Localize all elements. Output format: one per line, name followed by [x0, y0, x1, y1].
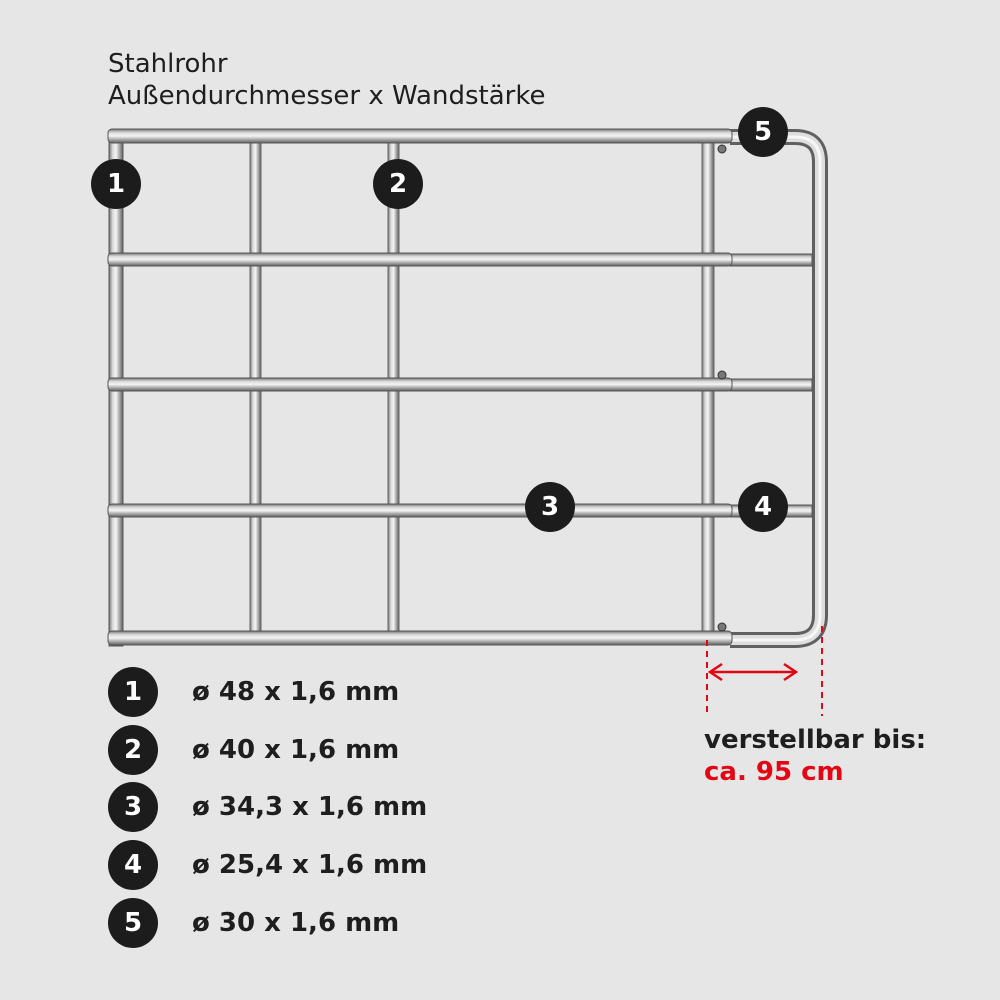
spec-number-badge: 3 [108, 782, 158, 832]
adjustment-value: ca. 95 cm [704, 757, 844, 787]
title-line-2: Außendurchmesser x Wandstärke [108, 81, 546, 111]
callout-badge-2: 2 [373, 159, 423, 209]
frame-horizontal-rail [108, 378, 732, 391]
spec-text: ø 34,3 x 1,6 mm [192, 792, 428, 822]
spec-number-badge: 4 [108, 840, 158, 890]
spec-text: ø 48 x 1,6 mm [192, 677, 400, 707]
spec-text: ø 40 x 1,6 mm [192, 735, 400, 765]
extension-rail [730, 254, 812, 266]
frame-horizontal-rail [108, 504, 732, 517]
callout-badge-5: 5 [738, 107, 788, 157]
spec-number-badge: 5 [108, 898, 158, 948]
callout-badge-3: 3 [525, 482, 575, 532]
spec-text: ø 25,4 x 1,6 mm [192, 850, 428, 880]
title-line-1: Stahlrohr [108, 49, 228, 79]
adjustment-caption: verstellbar bis: [704, 725, 927, 755]
callout-badge-4: 4 [738, 482, 788, 532]
callout-badge-1: 1 [91, 159, 141, 209]
frame-horizontal-rail [108, 129, 732, 143]
spec-number-badge: 1 [108, 667, 158, 717]
frame-horizontal-rail [108, 631, 732, 645]
spec-text: ø 30 x 1,6 mm [192, 908, 400, 938]
extension-rail [730, 379, 812, 391]
frame-horizontal-rail [108, 253, 732, 266]
adjustment-label [704, 724, 926, 788]
spec-number-badge: 2 [108, 725, 158, 775]
range-arrow-icon [710, 664, 796, 680]
